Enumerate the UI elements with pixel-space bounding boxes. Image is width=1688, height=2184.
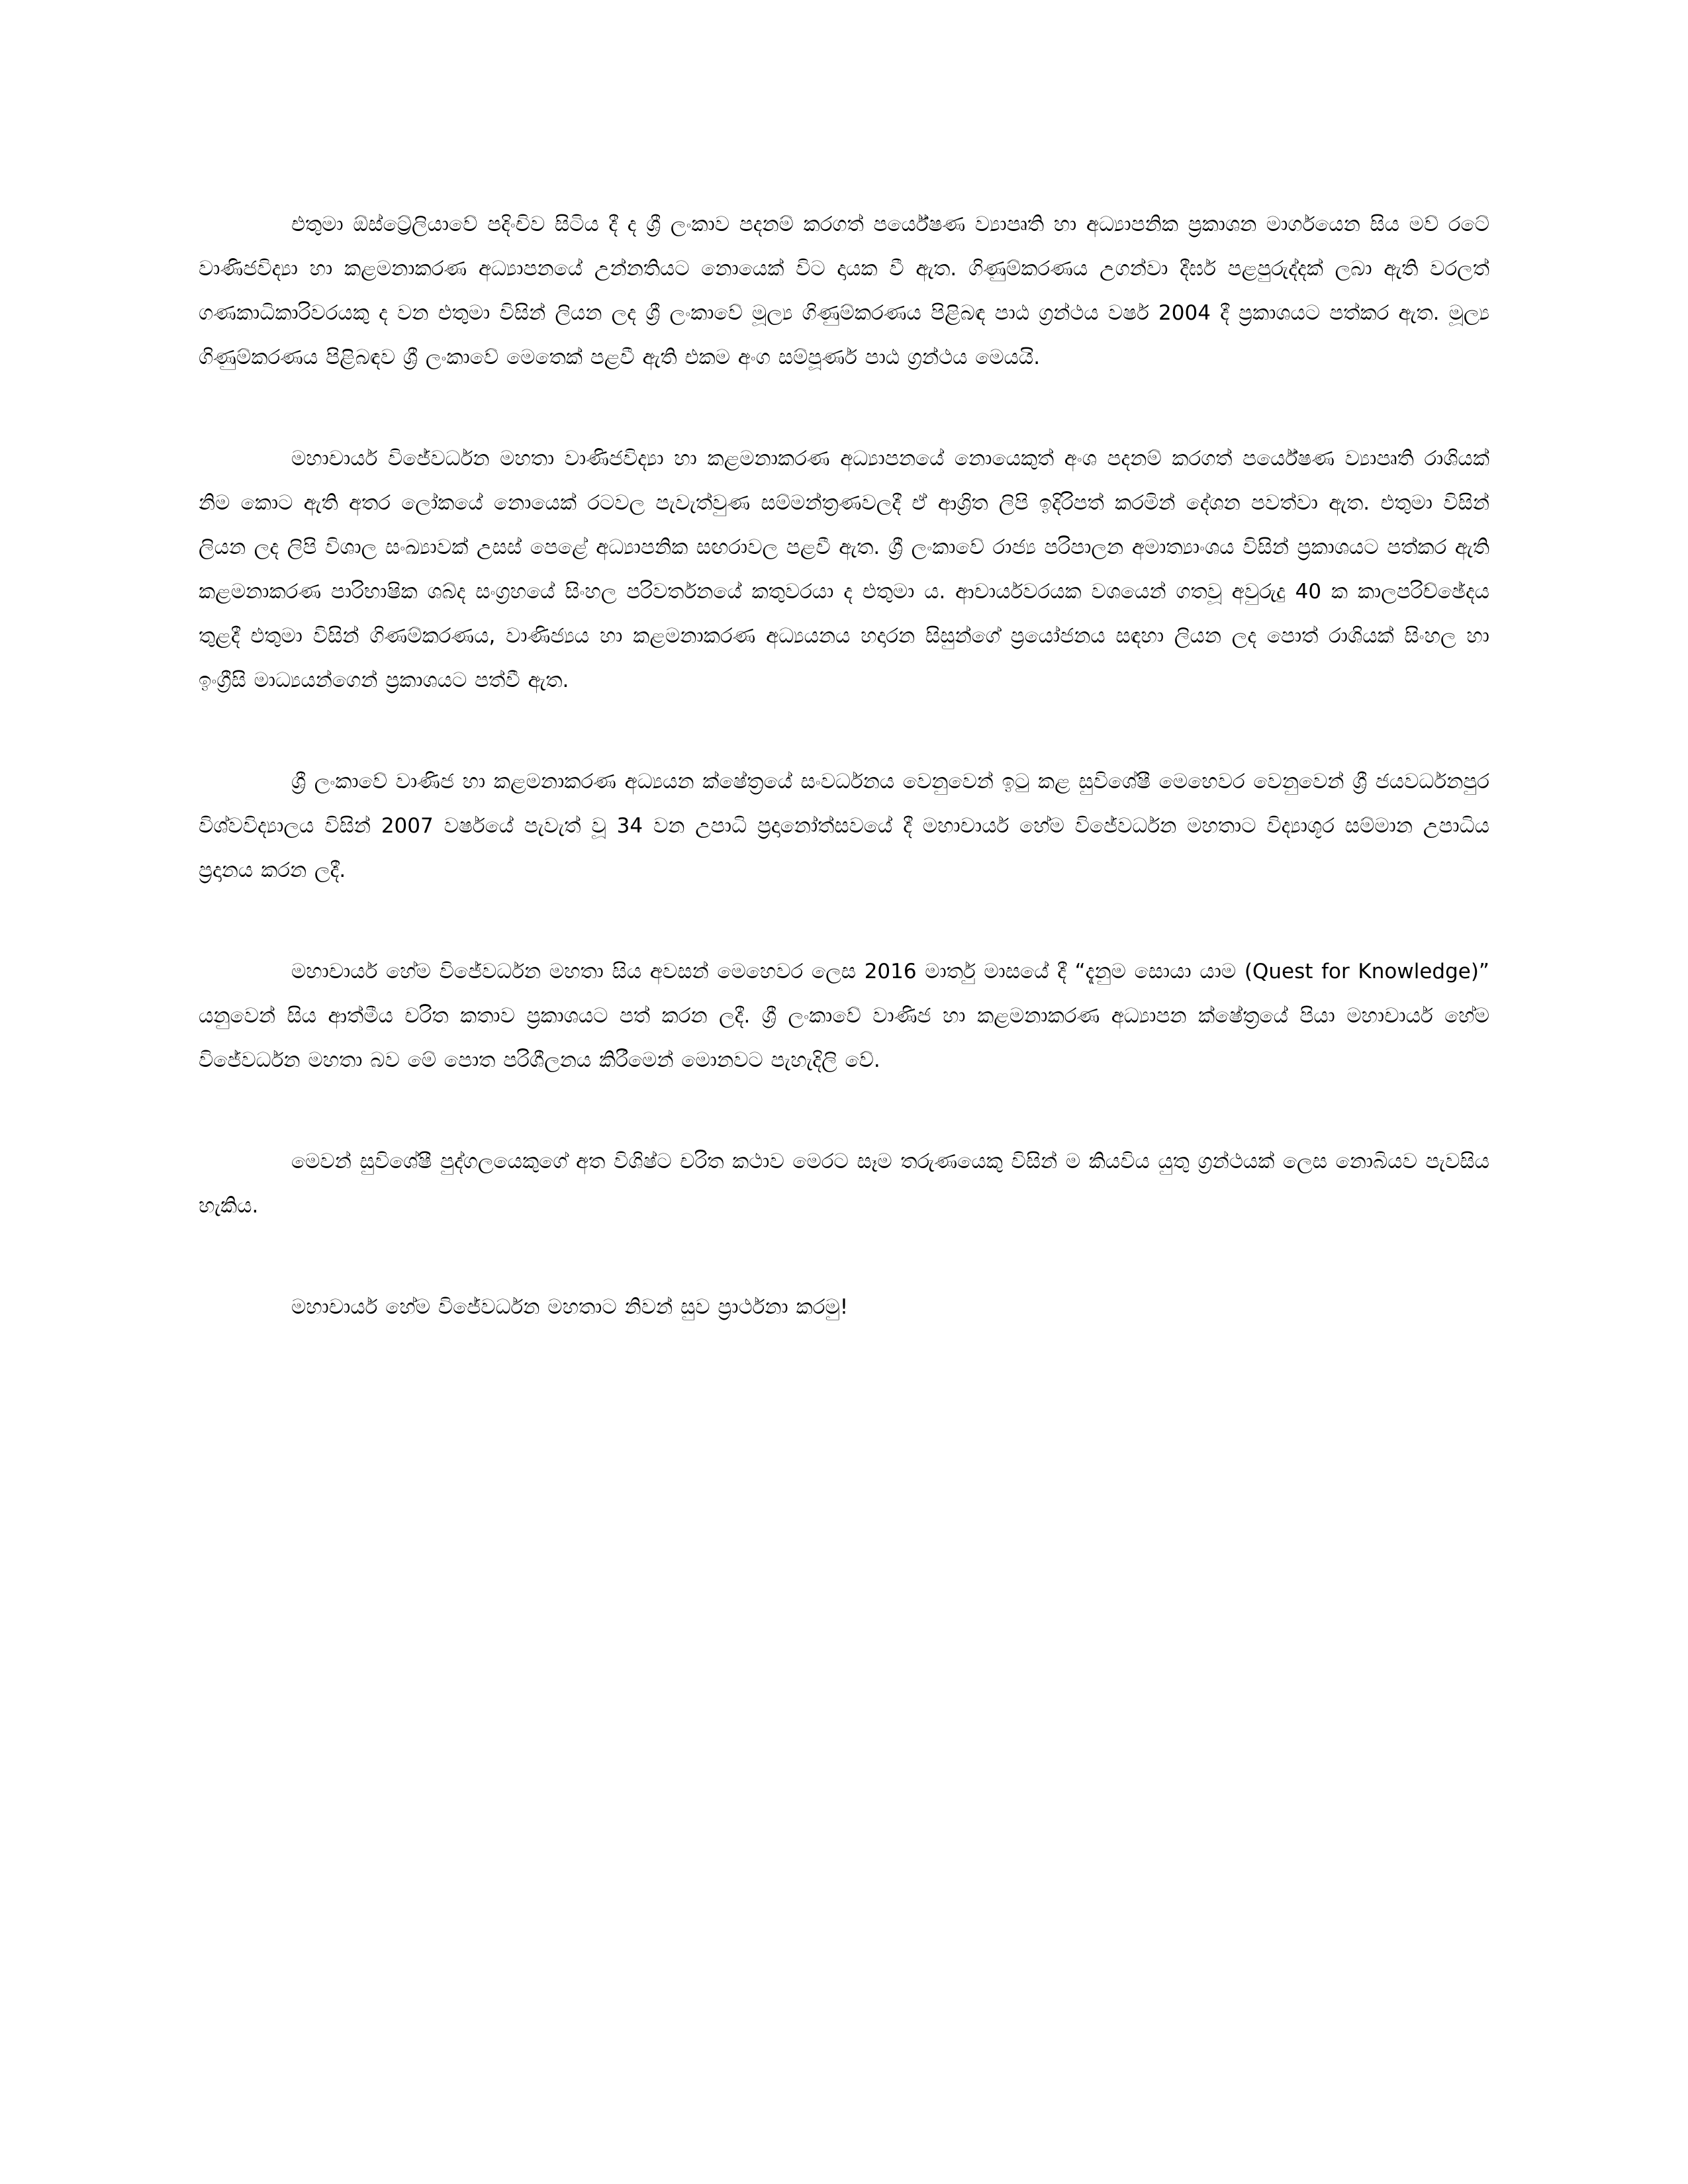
paragraph-research-contributions: මහාචාර්ය විජේවර්ධන මහතා වාණිජවිද්‍යා හා කළමනාකරණ අධ්‍යාපනයේ නොයෙකුත් අංශ පදනම් කරගත් පර්යේෂණ ව්‍යාපෘති රාශියක් නිම කොට ඇති අතර ලෝකයේ නොයෙක් රටවල පැවැත්වුණ සම්මන්ත්‍රණවලදී ඒ ආශ්‍රිත ලිපි ඉදිරිපත් කරමින් දේශන පවත්වා ඇත. එතුමා විසින් ලියන ලද ලිපි විශාල සංඛ්‍යාවක් උසස් පෙළේ අධ්‍යාපනික සඟරාවල පළවී ඇත. ශ්‍රී ලංකාවේ රාජ්‍ය පරිපාලන අමාත්‍යාංශය විසින් ප්‍රකාශයට පත්කර ඇති කළමනාකරණ පාරිභාෂික ශබ්ද සංග්‍රහයේ සිංහල පරිවර්තනයේ කතුවරයා ද එතුමා ය. ආචාර්යවරයක වශයෙන් ගතවූ අවුරුදු 40 ක කාලපරිච්ඡේදය තුළදී එතුමා විසින් ගිණම්කරණය, වාණිජ්‍යය හා කළමනාකරණ අධ්‍යයනය හදාරන සිසුන්ගේ ප්‍රයෝජනය සඳහා ලියන ලද පොත් රාශියක් සිංහල හා ඉංග්‍රීසි මාධ්‍යයන්ගෙන් ප්‍රකාශයට පත්වී ඇත. — [199, 447, 1489, 692]
paragraph-autobiography: මහාචාර්ය හේම විජේවර්ධන මහතා සිය අවසන් මෙහෙවර ලෙස 2016 මාර්තු මාසයේ දී “දැනුම සොයා යාම (Quest for Knowledge)” යනුවෙන් සිය ආත්මීය චරිත කතාව ප්‍රකාශයට පත් කරන ලදී. ශ්‍රී ලංකාවේ වාණිජ හා කළමනාකරණ අධ්‍යාපන ක්ෂේත්‍රයේ පියා මහාචාර්ය හේම විජේවර්ධන මහතා බව මේ පොත පරිශීලනය කිරීමෙන් මොනවට පැහැදිලි වේ. — [199, 960, 1489, 1072]
paragraph-recommendation: මෙවන් සුවිශේෂී පුද්ගලයෙකුගේ අත විශිෂ්ට චරිත කථාව මෙරට සෑම තරුණයෙකු විසින් ම කියවිය යුතු ග්‍රන්ථයක් ලෙස නොබියව පැවසිය හැකිය. — [199, 1150, 1489, 1218]
document-body — [199, 203, 1489, 1330]
paragraph-honorary-degree: ශ්‍රී ලංකාවේ වාණිජ හා කළමනාකරණ අධ්‍යයන ක්ෂේත්‍රයේ සංවර්ධනය වෙනුවෙන් ඉටු කළ සුවිශේෂී මෙහෙවර වෙනුවෙන් ශ්‍රී ජයවර්ධනපුර විශ්වවිද්‍යාලය විසින් 2007 වර්ෂයේ පැවැත් වූ 34 වන උපාධි ප්‍රදානෝත්සවයේ දී මහාචාර්ය හේම විජේවර්ධන මහතාට විද්‍යාශූර සම්මාන උපාධිය ප්‍රදානය කරන ලදී. — [199, 770, 1489, 882]
paragraph-career-publications: එතුමා ඕස්ට්‍රේලියාවේ පදිංචිව සිටිය දී ද ශ්‍රී ලංකාව පදනම් කරගත් පර්යේෂණ ව්‍යාපෘති හා අධ්‍යාපනික ප්‍රකාශන මාර්ගයෙන සිය මව් රටේ වාණිජවිද්‍යා හා කළමනාකරණ අධ්‍යාපනයේ උන්නතියට නොයෙක් විට දායක වී ඇත. ගිණුම්කරණය උගන්වා දීර්ඝ පළපුරුද්දක් ලබා ඇති වරලත් ගණකාධිකාරිවරයකු ද වන එතුමා විසින් ලියන ලද ශ්‍රී ලංකාවේ මූල්‍ය ගිණුම්කරණය පිළිබඳ පාඨ ග්‍රන්ථය වර්ෂ 2004 දී ප්‍රකාශයට පත්කර ඇත. මූල්‍ය ගිණුම්කරණය පිළිබඳව ශ්‍රී ලංකාවේ මෙතෙක් පළවී ඇති එකම අංග සම්පූර්ණ පාඨ ග්‍රන්ථය මෙයයි. — [199, 212, 1489, 369]
paragraph-closing-wish: මහාචාර්ය හේම විජේවර්ධන මහතාට නිවන් සුව ප්‍රාර්ථනා කරමු! — [291, 1295, 849, 1319]
